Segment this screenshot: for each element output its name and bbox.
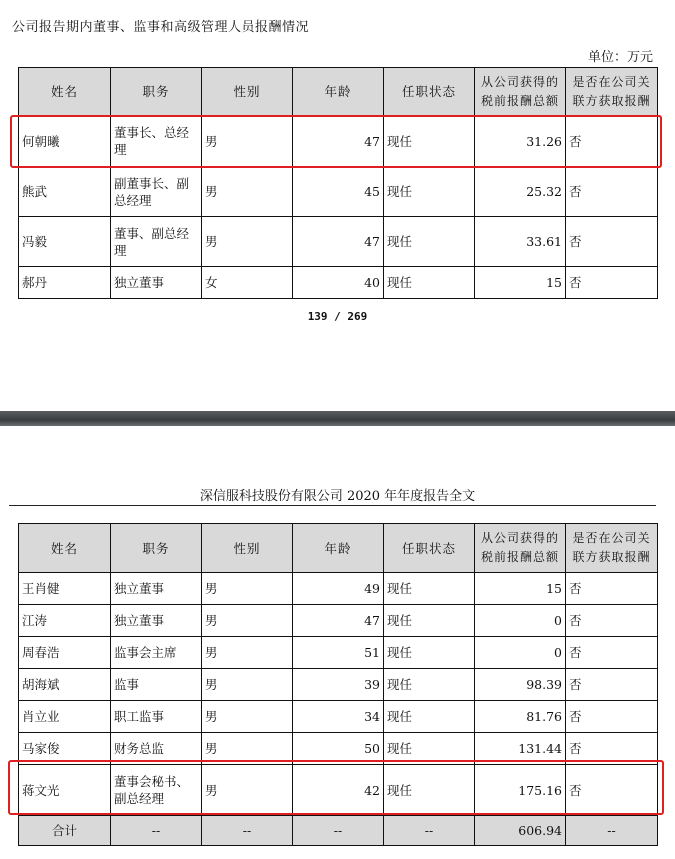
header-age: 年龄	[293, 524, 384, 573]
cell-gender: 男	[202, 701, 293, 733]
cell-status: 现任	[384, 217, 475, 267]
compensation-table-page1	[18, 67, 658, 299]
header-pay: 从公司获得的税前报酬总额	[475, 524, 566, 573]
cell-age: 40	[293, 267, 384, 299]
cell-status: 现任	[384, 701, 475, 733]
cell-title: 董事会秘书、副总经理	[111, 765, 202, 816]
cell-pay: 15	[475, 573, 566, 605]
header-related: 是否在公司关联方获取报酬	[566, 68, 658, 116]
cell-age: 39	[293, 669, 384, 701]
header-title: 职务	[111, 68, 202, 116]
cell-name: 肖立业	[19, 701, 111, 733]
table-header-row	[19, 524, 658, 573]
cell-pay: 33.61	[475, 217, 566, 267]
cell-name: 胡海斌	[19, 669, 111, 701]
cell-title: 监事会主席	[111, 637, 202, 669]
unit-label: 单位：万元	[587, 50, 653, 65]
table-row	[19, 605, 658, 637]
table-row	[19, 637, 658, 669]
cell-related: 否	[566, 669, 658, 701]
cell-name: 熊武	[19, 167, 111, 217]
cell-name: 蒋文光	[19, 765, 111, 816]
cell-pay: 0	[475, 637, 566, 669]
cell-related: 否	[566, 701, 658, 733]
section-title: 公司报告期内董事、监事和高级管理人员报酬情况	[12, 20, 310, 35]
table-row	[19, 267, 658, 299]
total-age: --	[293, 816, 384, 846]
cell-age: 47	[293, 217, 384, 267]
highlight-box	[8, 760, 664, 815]
table-row	[19, 701, 658, 733]
table-row	[19, 217, 658, 267]
cell-name: 马家俊	[19, 733, 111, 765]
table-row	[19, 573, 658, 605]
cell-age: 51	[293, 637, 384, 669]
cell-pay: 31.26	[475, 116, 566, 167]
cell-age: 34	[293, 701, 384, 733]
cell-gender: 男	[202, 116, 293, 167]
header-gender: 性别	[202, 68, 293, 116]
cell-title: 职工监事	[111, 701, 202, 733]
page-separator	[0, 411, 675, 426]
header-status: 任职状态	[384, 524, 475, 573]
cell-title: 独立董事	[111, 605, 202, 637]
cell-pay: 98.39	[475, 669, 566, 701]
cell-title: 独立董事	[111, 573, 202, 605]
total-label: 合计	[19, 816, 111, 846]
cell-status: 现任	[384, 733, 475, 765]
cell-gender: 男	[202, 217, 293, 267]
cell-pay: 81.76	[475, 701, 566, 733]
cell-related: 否	[566, 765, 658, 816]
cell-title: 独立董事	[111, 267, 202, 299]
total-row	[19, 816, 658, 846]
cell-name: 郝丹	[19, 267, 111, 299]
cell-pay: 15	[475, 267, 566, 299]
cell-gender: 男	[202, 765, 293, 816]
cell-related: 否	[566, 217, 658, 267]
table-row	[19, 669, 658, 701]
cell-title: 副董事长、副总经理	[111, 167, 202, 217]
cell-pay: 0	[475, 605, 566, 637]
cell-status: 现任	[384, 573, 475, 605]
highlight-box	[10, 115, 662, 168]
cell-gender: 女	[202, 267, 293, 299]
header-related: 是否在公司关联方获取报酬	[566, 524, 658, 573]
page-header: 深信服科技股份有限公司 2020 年年度报告全文	[199, 489, 476, 504]
cell-age: 45	[293, 167, 384, 217]
cell-related: 否	[566, 573, 658, 605]
total-related: --	[566, 816, 658, 846]
header-title: 职务	[111, 524, 202, 573]
total-status: --	[384, 816, 475, 846]
cell-title: 监事	[111, 669, 202, 701]
total-title: --	[111, 816, 202, 846]
cell-name: 何朝曦	[19, 116, 111, 167]
cell-name: 冯毅	[19, 217, 111, 267]
cell-age: 50	[293, 733, 384, 765]
cell-pay: 25.32	[475, 167, 566, 217]
cell-gender: 男	[202, 669, 293, 701]
cell-title: 财务总监	[111, 733, 202, 765]
cell-title: 董事长、总经理	[111, 116, 202, 167]
cell-name: 周春浩	[19, 637, 111, 669]
header-status: 任职状态	[384, 68, 475, 116]
cell-related: 否	[566, 637, 658, 669]
cell-gender: 男	[202, 733, 293, 765]
cell-status: 现任	[384, 605, 475, 637]
cell-status: 现任	[384, 669, 475, 701]
cell-age: 49	[293, 573, 384, 605]
header-gender: 性别	[202, 524, 293, 573]
header-name: 姓名	[19, 68, 111, 116]
cell-title: 董事、副总经理	[111, 217, 202, 267]
cell-status: 现任	[384, 637, 475, 669]
cell-pay: 175.16	[475, 765, 566, 816]
header-name: 姓名	[19, 524, 111, 573]
cell-name: 王肖健	[19, 573, 111, 605]
cell-age: 47	[293, 116, 384, 167]
cell-name: 江涛	[19, 605, 111, 637]
header-age: 年龄	[293, 68, 384, 116]
cell-status: 现任	[384, 267, 475, 299]
table-row	[19, 167, 658, 217]
page-indicator: 139 / 269	[307, 310, 368, 323]
header-pay: 从公司获得的税前报酬总额	[475, 68, 566, 116]
cell-gender: 男	[202, 167, 293, 217]
cell-status: 现任	[384, 116, 475, 167]
cell-related: 否	[566, 116, 658, 167]
cell-age: 42	[293, 765, 384, 816]
cell-related: 否	[566, 167, 658, 217]
cell-related: 否	[566, 267, 658, 299]
cell-age: 47	[293, 605, 384, 637]
cell-status: 现任	[384, 765, 475, 816]
table-header-row	[19, 68, 658, 116]
total-pay: 606.94	[475, 816, 566, 846]
cell-status: 现任	[384, 167, 475, 217]
cell-related: 否	[566, 605, 658, 637]
cell-related: 否	[566, 733, 658, 765]
cell-gender: 男	[202, 573, 293, 605]
cell-gender: 男	[202, 605, 293, 637]
cell-pay: 131.44	[475, 733, 566, 765]
header-rule	[9, 505, 656, 506]
total-gender: --	[202, 816, 293, 846]
cell-gender: 男	[202, 637, 293, 669]
